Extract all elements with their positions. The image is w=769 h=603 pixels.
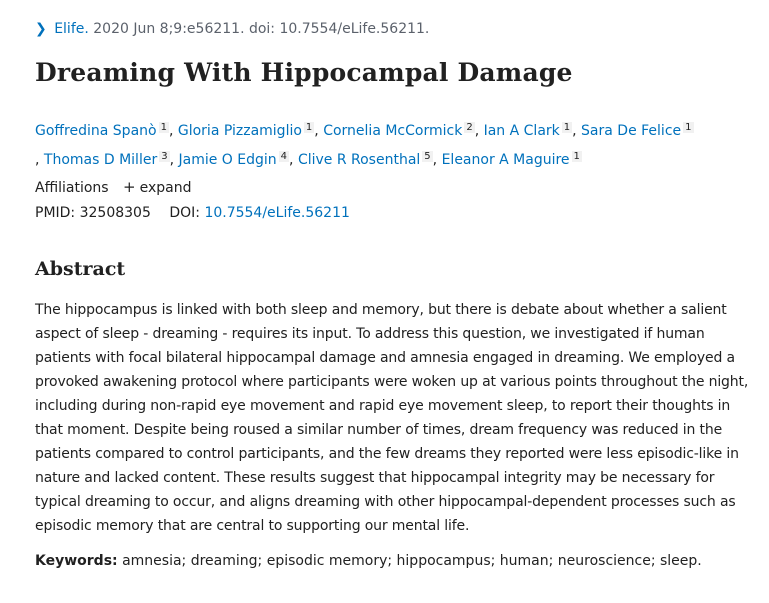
- author-link[interactable]: Jamie O Edgin: [178, 152, 277, 168]
- affiliation-number[interactable]: 5: [424, 151, 431, 162]
- identifiers-row: [35, 205, 350, 221]
- chevron-right-icon[interactable]: ❯: [35, 21, 47, 37]
- affiliation-number[interactable]: 1: [573, 151, 580, 162]
- affiliation-number[interactable]: 3: [161, 151, 168, 162]
- author-link[interactable]: Goffredina Spanò: [35, 123, 157, 139]
- keywords-list: amnesia; dreaming; episodic memory; hippocampus; human; neuroscience; sleep.: [122, 553, 702, 569]
- author-list: [35, 115, 760, 173]
- author-link[interactable]: Sara De Felice: [581, 123, 682, 139]
- doi-link[interactable]: 10.7554/eLife.56211: [204, 205, 350, 221]
- keywords-label: Keywords:: [35, 553, 118, 569]
- expand-affiliations-button[interactable]: [123, 180, 191, 196]
- citation-details: 2020 Jun 8;9:e56211. doi: 10.7554/eLife.56211.: [93, 21, 430, 37]
- affiliations-label: Affiliations: [35, 180, 109, 196]
- affiliations-row: [35, 178, 192, 196]
- doi-label: DOI:: [169, 205, 200, 221]
- author-link[interactable]: Ian A Clark: [483, 123, 560, 139]
- article-title: Dreaming With Hippocampal Damage: [35, 58, 573, 87]
- author-link[interactable]: Thomas D Miller: [43, 152, 158, 168]
- affiliation-number[interactable]: 1: [160, 122, 167, 133]
- affiliation-number[interactable]: 1: [563, 122, 571, 133]
- author-line-1: Goffredina Spanò $^1$ , Gloria Pizzamiglio $^1$ , Cornelia McCormick $^2$ , Ian A Clark $^1$ , Sara De Felice $^1$: [35, 122, 692, 139]
- citation-line: [35, 21, 429, 37]
- affiliation-number[interactable]: 1: [685, 122, 692, 133]
- affiliation-number[interactable]: 1: [305, 122, 313, 133]
- pmid-value: 32508305: [79, 205, 151, 221]
- author-link[interactable]: Gloria Pizzamiglio: [177, 123, 302, 139]
- author-link[interactable]: Clive R Rosenthal: [297, 152, 421, 168]
- keywords-row: [35, 553, 702, 569]
- expand-label: expand: [139, 180, 192, 196]
- plus-icon: +: [123, 178, 136, 196]
- affiliation-number[interactable]: 2: [466, 122, 473, 133]
- author-line-2: , Thomas D Miller $^3$ , Jamie O Edgin $^4$ , Clive R Rosenthal $^5$ , Eleanor A Maguire $^1$: [35, 151, 580, 168]
- journal-link[interactable]: Elife.: [54, 21, 89, 37]
- pmid-label: PMID:: [35, 205, 76, 221]
- affiliation-number[interactable]: 4: [280, 151, 288, 162]
- author-link[interactable]: Cornelia McCormick: [323, 123, 463, 139]
- abstract-text: The hippocampus is linked with both sleep and memory, but there is debate about whether a salient aspect of sleep - dreaming - requires its input. To address this question, we investigated if human patients with focal bilateral hippocampal damage and amnesia engaged in dreaming. We employed a provoked awakening protocol where participants were woken up at various points throughout the night, including during non-rapid eye movement and rapid eye movement sleep, to report their thoughts in that moment. Despite being roused a similar number of times, dream frequency was reduced in the patients compared to control participants, and the few dreams they reported were less episodic-like in nature and lacked content. These results suggest that hippocampal integrity may be necessary for typical dreaming to occur, and aligns dreaming with other hippocampal-dependent processes such as episodic memory that are central to supporting our mental life.: [35, 302, 749, 534]
- abstract-heading: Abstract: [35, 258, 126, 280]
- author-link[interactable]: Eleanor A Maguire: [441, 152, 570, 168]
